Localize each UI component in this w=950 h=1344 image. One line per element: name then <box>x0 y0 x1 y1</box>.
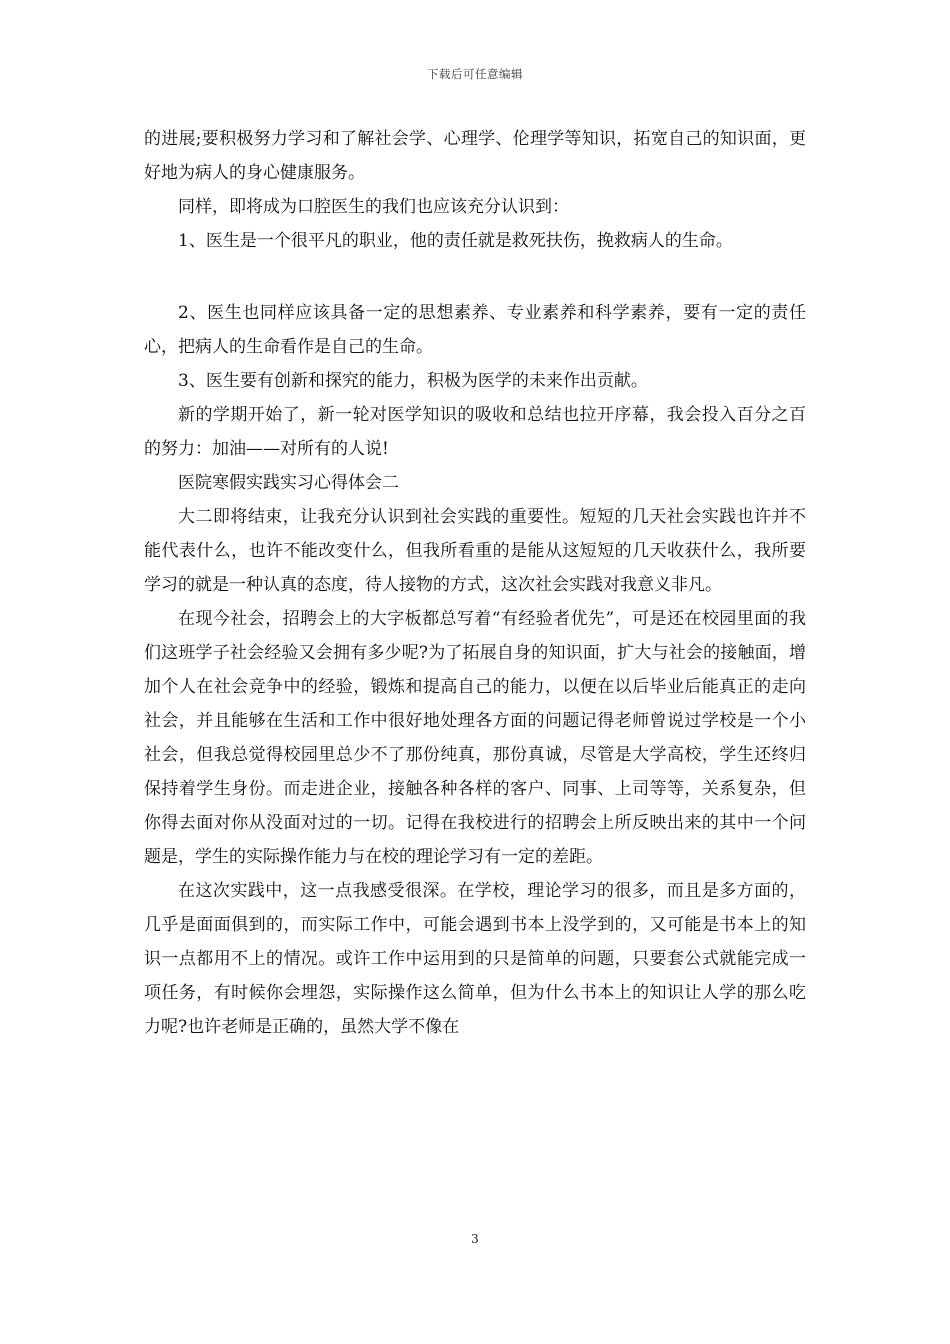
page-header: 下载后可任意编辑 <box>427 67 523 81</box>
paragraph: 大二即将结束，让我充分认识到社会实践的重要性。短短的几天社会实践也许并不能代表什么，也许不能改变什么，但我所看重的是能从这短短的几天收获什么，我所要学习的就是一种认真的态度，待人接物的方式，这次社会实践对我意义非凡。 <box>144 507 806 595</box>
page-number: 3 <box>471 1232 479 1246</box>
paragraph: 在这次实践中，这一点我感受很深。在学校，理论学习的很多，而且是多方面的，几乎是面面俱到的，而实际工作中，可能会遇到书本上没学到的，又可能是书本上的知识一点都用不上的情况。或许工作中运用到的只是简单的问题，只要套公式就能完成一项任务，有时候你会埋怨，实际操作这么简单，但为什么书本上的知识让人学的那么吃力呢?也许老师是正确的，虽然大学不像在 <box>144 881 806 1037</box>
section-heading: 医院寒假实践实习心得体会二 <box>178 473 399 493</box>
list-item: 2、医生也同样应该具备一定的思想素养、专业素养和科学素养，要有一定的责任心，把病人的生命看作是自己的生命。 <box>144 303 806 357</box>
paragraph: 的进展;要积极努力学习和了解社会学、心理学、伦理学等知识，拓宽自己的知识面，更好地为病人的身心健康服务。 <box>144 129 806 183</box>
document-body <box>144 122 806 1044</box>
list-item: 3、医生要有创新和探究的能力，积极为医学的未来作出贡献。 <box>178 371 648 391</box>
paragraph: 新的学期开始了，新一轮对医学知识的吸收和总结也拉开序幕，我会投入百分之百的努力：加油——对所有的人说! <box>144 405 806 459</box>
list-item: 1、医生是一个很平凡的职业，他的责任就是救死扶伤，挽救病人的生命。 <box>178 231 733 251</box>
paragraph: 在现今社会，招聘会上的大字板都总写着“有经验者优先”，可是还在校园里面的我们这班学子社会经验又会拥有多少呢?为了拓展自身的知识面，扩大与社会的接触面，增加个人在社会竞争中的经验，锻炼和提高自己的能力，以便在以后毕业后能真正的走向社会，并且能够在生活和工作中很好地处理各方面的问题记得老师曾说过学校是一个小社会，但我总觉得校园里总少不了那份纯真，那份真诚，尽管是大学高校，学生还终归保持着学生身份。而走进企业，接触各种各样的客户、同事、上司等等，关系复杂，但你得去面对你从没面对过的一切。记得在我校进行的招聘会上所反映出来的其中一个问题是，学生的实际操作能力与在校的理论学习有一定的差距。 <box>144 609 806 867</box>
paragraph: 同样，即将成为口腔医生的我们也应该充分认识到： <box>178 197 569 217</box>
